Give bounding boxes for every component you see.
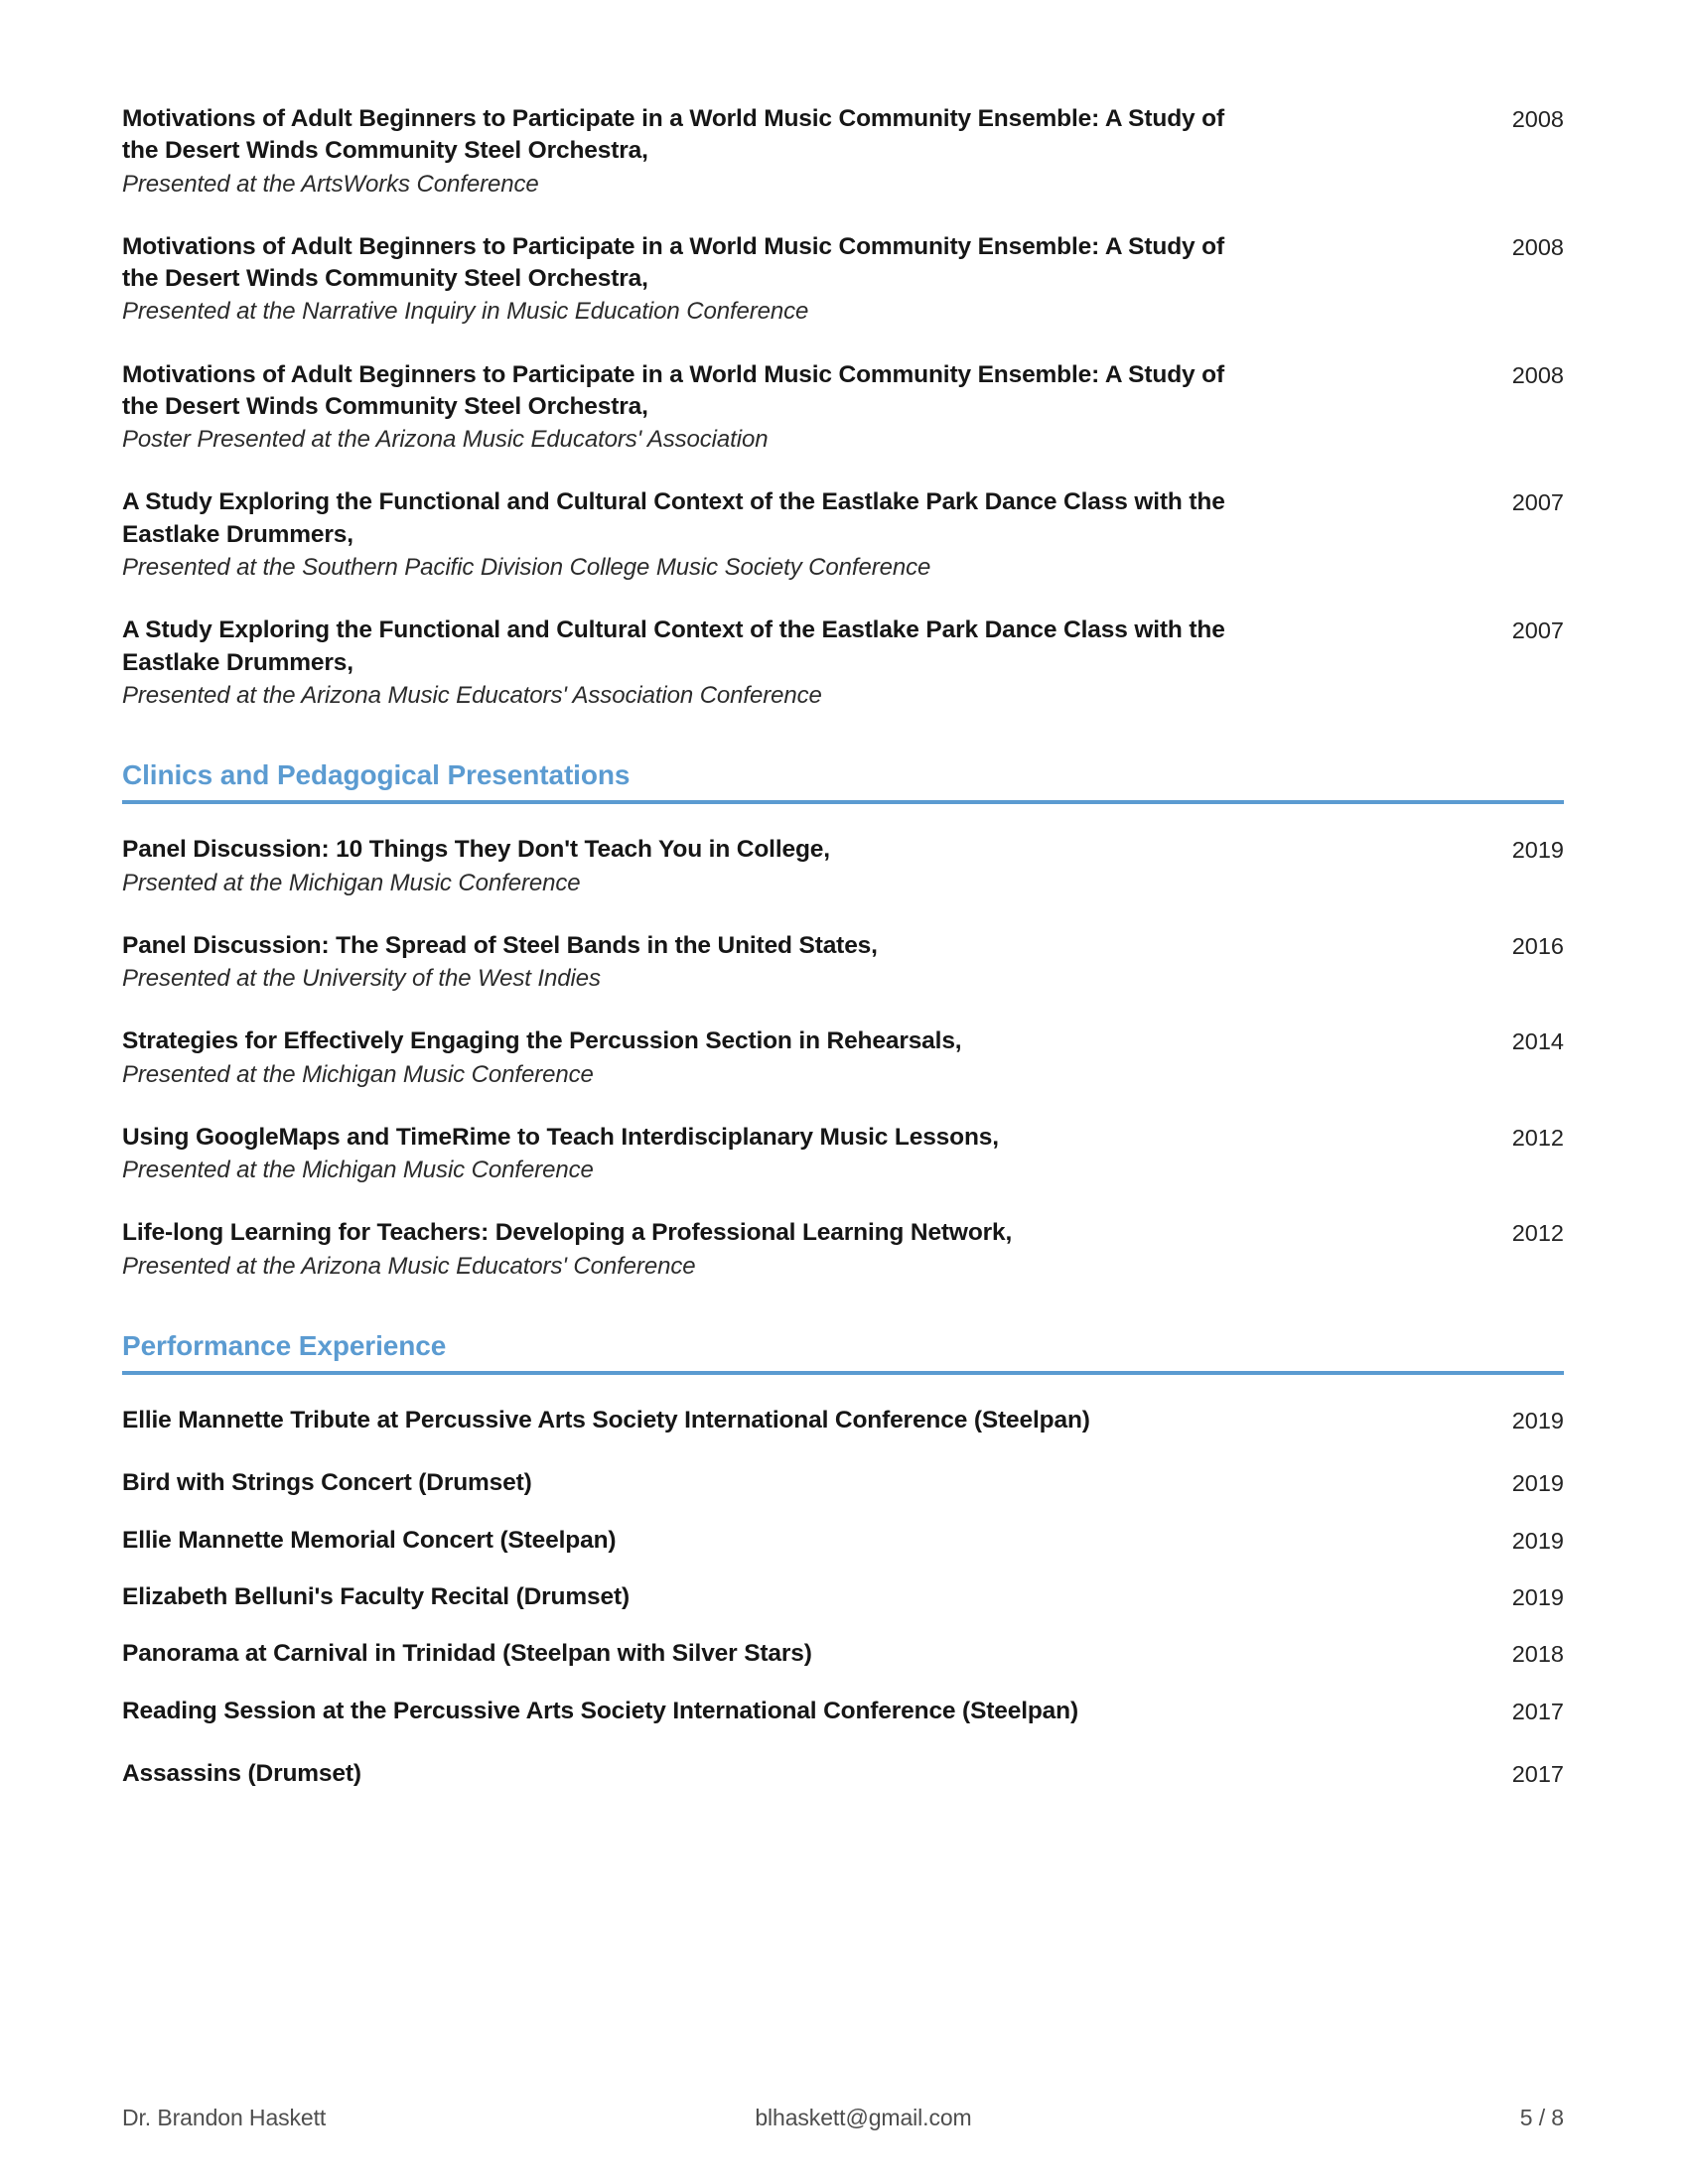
presentation-entry <box>122 103 1564 201</box>
entry-year: 2019 <box>1511 1527 1564 1554</box>
entry-main <box>122 1581 630 1613</box>
entry-title: Reading Session at the Percussive Arts Society International Conference (Steelpan) <box>122 1697 1078 1724</box>
entry-title: Panel Discussion: 10 Things They Don't Teach You in College, <box>122 836 830 864</box>
entry-title: Strategies for Effectively Engaging the Percussion Section in Rehearsals, <box>122 1027 962 1055</box>
performance-entry <box>122 1405 1564 1436</box>
footer-email: blhaskett@gmail.com <box>755 2105 972 2130</box>
entry-title: A Study Exploring the Functional and Cultural Context of the Eastlake Park Dance Class with the Eastlake Drummers, <box>122 488 1225 548</box>
entry-year: 2012 <box>1511 1124 1564 1151</box>
presentation-entry <box>122 231 1564 329</box>
entry-title: Bird with Strings Concert (Drumset) <box>122 1469 532 1497</box>
entry-subtitle: Presented at the Arizona Music Educators' Conference <box>122 1252 696 1280</box>
entry-year: 2019 <box>1511 1470 1564 1497</box>
clinic-entry <box>122 1217 1564 1282</box>
entry-title: Using GoogleMaps and TimeRime to Teach Interdisciplanary Music Lessons, <box>122 1123 999 1151</box>
section-title: Performance Experience <box>122 1329 447 1361</box>
section-header-clinics <box>122 759 1564 804</box>
entry-subtitle: Presented at the Michigan Music Conference <box>122 1060 594 1088</box>
clinic-entry <box>122 930 1564 995</box>
entry-title: Panorama at Carnival in Trinidad (Steelpan with Silver Stars) <box>122 1640 812 1668</box>
entry-subtitle: Prsented at the Michigan Music Conference <box>122 869 581 896</box>
performance-entry <box>122 1638 1564 1670</box>
performance-entry <box>122 1467 1564 1499</box>
performance-entry <box>122 1758 1564 1790</box>
entry-year: 2017 <box>1511 1698 1564 1724</box>
footer-author-name: Dr. Brandon Haskett <box>122 2105 327 2130</box>
entry-main <box>122 231 1234 329</box>
entry-title: Motivations of Adult Beginners to Participate in a World Music Community Ensemble: A Study of the Desert Winds Community Steel Orchestra, <box>122 360 1224 420</box>
presentation-entry <box>122 614 1564 712</box>
performance-list <box>122 1405 1564 1790</box>
entry-main <box>122 930 878 995</box>
entry-title: Elizabeth Belluni's Faculty Recital (Drumset) <box>122 1582 630 1610</box>
performance-entry <box>122 1525 1564 1557</box>
entry-year: 2008 <box>1511 361 1564 388</box>
entry-year: 2014 <box>1511 1028 1564 1055</box>
entry-year: 2012 <box>1511 1220 1564 1247</box>
entry-main <box>122 1217 1012 1282</box>
clinics-list <box>122 834 1564 1282</box>
entry-year: 2017 <box>1511 1760 1564 1787</box>
entry-main <box>122 1696 1078 1727</box>
section-divider <box>122 800 1564 804</box>
entry-year: 2019 <box>1511 837 1564 864</box>
section-title: Clinics and Pedagogical Presentations <box>122 759 631 791</box>
section-header-performance <box>122 1330 1564 1375</box>
entry-subtitle: Presented at the Southern Pacific Division College Music Society Conference <box>122 554 931 582</box>
entry-year: 2008 <box>1511 106 1564 132</box>
entry-title: A Study Exploring the Functional and Cultural Context of the Eastlake Park Dance Class with the Eastlake Drummers, <box>122 616 1225 676</box>
presentation-entry <box>122 486 1564 584</box>
entry-main <box>122 359 1234 457</box>
performance-entry <box>122 1696 1564 1727</box>
entry-subtitle: Presented at the Narrative Inquiry in Music Education Conference <box>122 298 809 326</box>
entry-title: Panel Discussion: The Spread of Steel Bands in the United States, <box>122 931 878 959</box>
entry-subtitle: Presented at the Arizona Music Educators' Association Conference <box>122 681 822 709</box>
entry-title: Ellie Mannette Tribute at Percussive Arts Society International Conference (Steelpan) <box>122 1406 1090 1433</box>
entry-year: 2019 <box>1511 1407 1564 1433</box>
presentations-continued-list <box>122 103 1564 712</box>
entry-main <box>122 1758 361 1790</box>
entry-main <box>122 103 1234 201</box>
page-footer <box>122 2105 1564 2131</box>
entry-main <box>122 1122 999 1186</box>
entry-year: 2008 <box>1511 233 1564 260</box>
entry-main <box>122 614 1234 712</box>
clinic-entry <box>122 834 1564 898</box>
entry-title: Life-long Learning for Teachers: Developing a Professional Learning Network, <box>122 1219 1013 1247</box>
section-divider <box>122 1371 1564 1375</box>
entry-subtitle: Presented at the ArtsWorks Conference <box>122 170 539 198</box>
entry-subtitle: Poster Presented at the Arizona Music Educators' Association <box>122 426 769 454</box>
entry-year: 2018 <box>1511 1641 1564 1668</box>
entry-year: 2007 <box>1511 489 1564 516</box>
entry-year: 2007 <box>1511 617 1564 644</box>
entry-main <box>122 1025 961 1090</box>
entry-title: Assassins (Drumset) <box>122 1759 361 1787</box>
entry-title: Motivations of Adult Beginners to Participate in a World Music Community Ensemble: A Study of the Desert Winds Community Steel Orchestra, <box>122 105 1224 165</box>
clinic-entry <box>122 1122 1564 1186</box>
entry-main <box>122 1525 616 1557</box>
entry-title: Motivations of Adult Beginners to Participate in a World Music Community Ensemble: A Study of the Desert Winds Community Steel Orchestra, <box>122 232 1224 293</box>
entry-main <box>122 486 1234 584</box>
entry-main <box>122 834 830 898</box>
performance-entry <box>122 1581 1564 1613</box>
entry-year: 2016 <box>1511 932 1564 959</box>
clinic-entry <box>122 1025 1564 1090</box>
presentation-entry <box>122 359 1564 457</box>
entry-title: Ellie Mannette Memorial Concert (Steelpan) <box>122 1526 617 1554</box>
entry-main <box>122 1638 812 1670</box>
entry-subtitle: Presented at the University of the West Indies <box>122 965 601 993</box>
entry-main <box>122 1467 532 1499</box>
entry-subtitle: Presented at the Michigan Music Conference <box>122 1157 594 1184</box>
entry-year: 2019 <box>1511 1583 1564 1610</box>
footer-page-number: 5 / 8 <box>1519 2105 1564 2130</box>
entry-main <box>122 1405 1090 1436</box>
page-content <box>122 103 1564 1815</box>
